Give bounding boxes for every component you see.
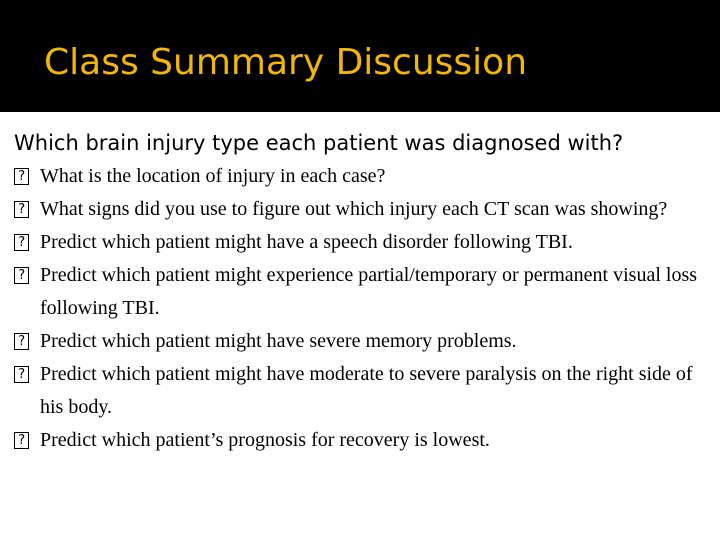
placeholder-glyph-icon: ? [14, 168, 29, 185]
bullet-item [14, 160, 714, 193]
bullet-item [14, 424, 714, 457]
bullet-item [14, 325, 714, 358]
bullet-item [14, 193, 714, 226]
bullet-item [14, 358, 714, 424]
placeholder-glyph-icon: ? [14, 234, 29, 251]
bullet-item [14, 226, 714, 259]
slide-title: Class Summary Discussion [44, 42, 528, 83]
placeholder-glyph-icon: ? [14, 366, 29, 383]
main-question: Which brain injury type each patient was diagnosed with? [14, 131, 624, 155]
placeholder-glyph-icon: ? [14, 333, 29, 350]
bullet-item [14, 259, 714, 325]
placeholder-glyph-icon: ? [14, 432, 29, 449]
bullet-text: What is the location of injury in each case? [40, 165, 386, 187]
placeholder-glyph-icon: ? [14, 267, 29, 284]
bullet-text: Predict which patient might experience partial/temporary or permanent visual loss following TBI. [40, 264, 698, 319]
bullet-list [14, 160, 714, 457]
bullet-text: Predict which patient’s prognosis for recovery is lowest. [40, 429, 490, 451]
bullet-text: Predict which patient might have moderate to severe paralysis on the right side of his body. [40, 363, 693, 418]
bullet-text: Predict which patient might have severe memory problems. [40, 330, 517, 352]
title-bar [0, 0, 720, 112]
bullet-text: What signs did you use to figure out which injury each CT scan was showing? [40, 198, 668, 220]
placeholder-glyph-icon: ? [14, 201, 29, 218]
bullet-text: Predict which patient might have a speech disorder following TBI. [40, 231, 573, 253]
